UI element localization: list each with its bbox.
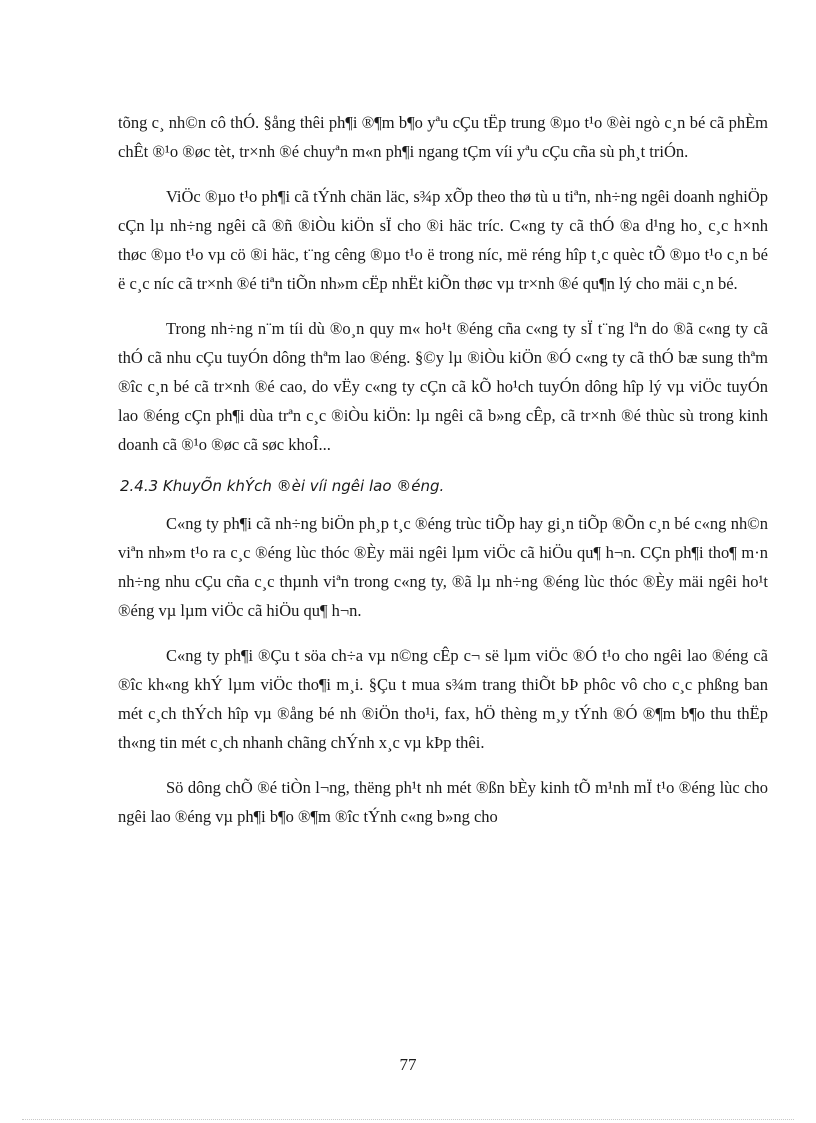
- paragraph-3: Trong nh÷ng n¨m tíi dù ®o¸n quy m« ho¹t ®éng cña c«ng ty sÏ t¨ng lªn do ®ã c«ng ty cã thÓ cã nhu cÇu tuyÓn dông thªm lao ®éng. §©y lµ ®iÒu kiÖn ®Ó c«ng ty cã thÓ bæ sung thªm ®îc c¸n bé cã tr×nh ®é cao, do vËy c«ng ty cÇn cã kÕ ho¹ch tuyÓn dông hîp lý vµ viÖc tuyÓn lao ®éng cÇn ph¶i dùa trªn c¸c ®iÒu kiÖn: lµ ngêi cã b»ng cÊp, cã tr×nh ®é thùc sù trong kinh doanh cã ®¹o ®øc cã søc khoÎ...: [118, 319, 768, 454]
- paragraph-4: C«ng ty ph¶i cã nh÷ng biÖn ph¸p t¸c ®éng trùc tiÕp hay gi¸n tiÕp ®Õn c¸n bé c«ng nh©n viªn nh»m t¹o ra c¸c ®éng lùc thóc ®Èy mäi ngêi lµm viÖc cã hiÖu qu¶ h¬n. CÇn ph¶i tho¶ m·n nh÷ng nhu cÇu cña c¸c thµnh viªn trong c«ng ty, ®ã lµ nh÷ng ®éng lùc thóc ®Èy mäi ngêi ho¹t ®éng vµ lµm viÖc cã hiÖu qu¶ h¬n.: [118, 514, 768, 620]
- bottom-divider: [22, 1119, 794, 1120]
- paragraph-1: tõng c¸ nh©n cô thÓ. §ång thêi ph¶i ®¶m b¶o yªu cÇu tËp trung ®µo t¹o ®èi ngò c¸n bé cã phÈm chÊt ®¹o ®øc tèt, tr×nh ®é chuyªn m«n ph¶i ngang tÇm víi yªu cÇu cña sù ph¸t triÓn.: [118, 113, 768, 161]
- paragraph-5: C«ng ty ph¶i ®Çu t söa ch÷a vµ n©ng cÊp c¬ së lµm viÖc ®Ó t¹o cho ngêi lao ®éng cã ®îc kh«ng khÝ lµm viÖc tho¶i m¸i. §Çu t mua s¾m trang thiÕt bÞ phôc vô cho c¸c phßng ban mét c¸ch thÝch hîp vµ ®ång bé nh ®iÖn tho¹i, fax, hÖ thèng m¸y tÝnh ®Ó ®¶m b¶o thu thËp th«ng tin mét c¸ch nhanh chãng chÝnh x¸c vµ kÞp thêi.: [118, 646, 768, 752]
- paragraph-6: Sö dông chÕ ®é tiÒn l¬ng, thëng ph¹t nh mét ®ßn bÈy kinh tÕ m¹nh mÏ t¹o ®éng lùc cho ngêi lao ®éng vµ ph¶i b¶o ®¶m ®îc tÝnh c«ng b»ng cho: [118, 778, 768, 826]
- page-number: 77: [399, 1055, 417, 1074]
- section-heading: 2.4.3 KhuyÕn khÝch ®èi víi ngêi lao ®éng.: [120, 477, 445, 495]
- document-page: [118, 108, 768, 831]
- paragraph-2: ViÖc ®µo t¹o ph¶i cã tÝnh chän läc, s¾p xÕp theo thø tù u tiªn, nh÷ng ngêi doanh nghiÖp cÇn lµ nh÷ng ngêi cã ®ñ ®iÒu kiÖn sÏ cho ®i häc tríc. C«ng ty cã thÓ ®a d¹ng ho¸ c¸c h×nh thøc ®µo t¹o vµ cö ®i häc, t¨ng cêng ®µo t¹o ë trong níc, më réng hîp t¸c quèc tÕ ®µo t¹o c¸n bé ë c¸c níc cã tr×nh ®é tiªn tiÕn nh»m cËp nhËt kiÕn thøc vµ tr×nh ®é qu¶n lý cho mäi c¸n bé.: [118, 187, 768, 293]
